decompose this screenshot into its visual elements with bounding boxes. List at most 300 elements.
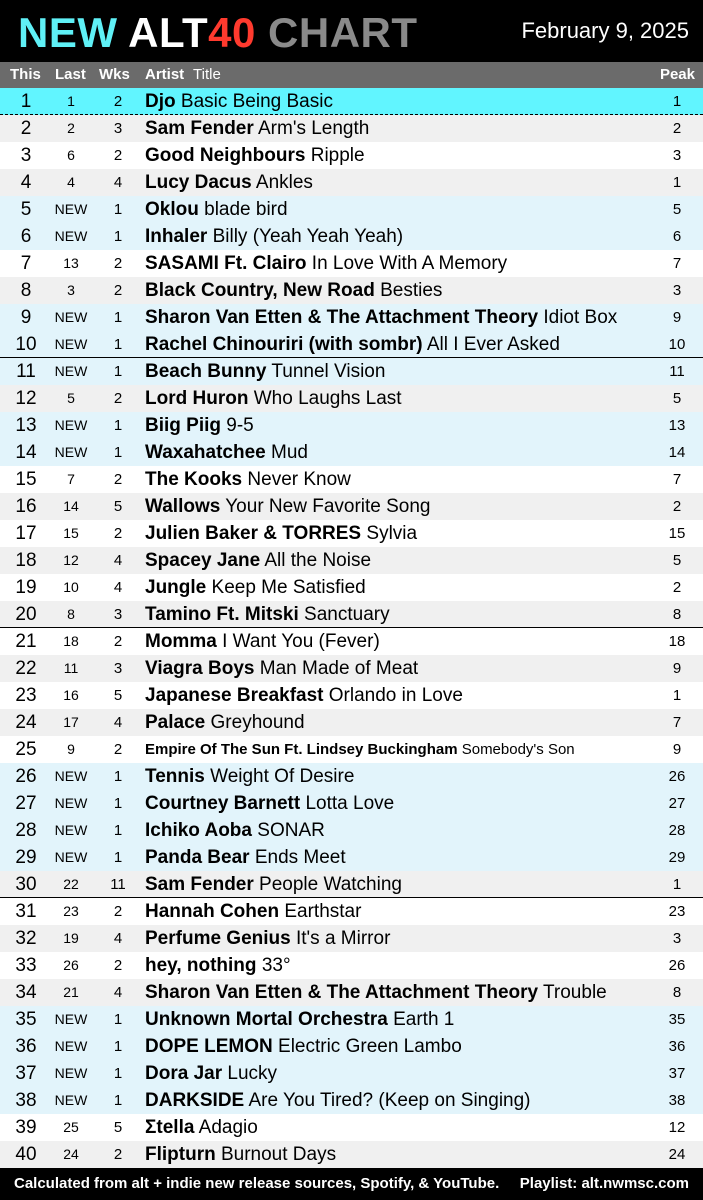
weeks-on-chart: 2	[113, 1146, 123, 1163]
weeks-on-chart: 2	[113, 903, 123, 920]
song-entry	[145, 1060, 277, 1087]
rank-this-week: 29	[15, 847, 37, 868]
peak-position: 5	[672, 201, 682, 218]
artist-name: Hannah Cohen	[145, 901, 280, 922]
artist-name: DARKSIDE	[145, 1090, 245, 1111]
song-title: In Love With A Memory	[311, 253, 508, 274]
logo-word-alt: ALT	[128, 9, 209, 56]
artist-name: Lord Huron	[145, 388, 249, 409]
artist-name: Rachel Chinouriri (with sombr)	[145, 334, 423, 355]
rank-this-week: 36	[15, 1036, 37, 1057]
rank-last-week: NEW	[54, 444, 88, 460]
chart-row	[0, 628, 703, 655]
chart-header	[0, 0, 703, 62]
peak-position: 38	[668, 1092, 686, 1109]
rank-this-week: 1	[20, 91, 32, 112]
artist-name: Good Neighbours	[145, 145, 306, 166]
chart-row	[0, 1006, 703, 1033]
song-title: I Want You (Fever)	[222, 631, 380, 652]
chart-row	[0, 277, 703, 304]
peak-position: 9	[672, 741, 682, 758]
column-header-row	[0, 62, 703, 88]
rank-last-week: NEW	[54, 201, 88, 217]
column-artist: Artist	[145, 66, 185, 83]
rank-this-week: 16	[15, 496, 37, 517]
chart-row	[0, 574, 703, 601]
chart-row	[0, 169, 703, 196]
song-title: Lucky	[227, 1063, 278, 1084]
rank-last-week: NEW	[54, 228, 88, 244]
weeks-on-chart: 1	[113, 1092, 123, 1109]
song-title: 33°	[261, 955, 291, 976]
song-entry	[145, 169, 313, 196]
weeks-on-chart: 3	[113, 606, 123, 623]
rank-last-week: 11	[63, 660, 79, 676]
rank-this-week: 9	[20, 307, 32, 328]
chart-row	[0, 709, 703, 736]
weeks-on-chart: 2	[113, 525, 123, 542]
weeks-on-chart: 11	[110, 876, 126, 893]
song-entry	[145, 547, 371, 574]
rank-last-week: NEW	[54, 363, 88, 379]
rank-this-week: 19	[15, 577, 37, 598]
peak-position: 7	[672, 255, 682, 272]
artist-name: Jungle	[145, 577, 207, 598]
song-entry	[145, 979, 607, 1006]
song-title: Sylvia	[366, 523, 418, 544]
chart-row	[0, 763, 703, 790]
artist-name: Sharon Van Etten & The Attachment Theory	[145, 982, 539, 1003]
song-title: Somebody's Son	[461, 741, 575, 758]
song-entry	[145, 790, 394, 817]
artist-name: Unknown Mortal Orchestra	[145, 1009, 388, 1030]
rank-this-week: 20	[15, 604, 37, 625]
song-entry	[145, 88, 333, 115]
artist-name: Empire Of The Sun Ft. Lindsey Buckingham	[145, 741, 458, 758]
chart-row	[0, 1033, 703, 1060]
song-title: Earthstar	[284, 901, 362, 922]
chart-row	[0, 790, 703, 817]
chart-row	[0, 871, 703, 898]
rank-last-week: 15	[63, 525, 79, 541]
chart-row	[0, 493, 703, 520]
column-this: This	[10, 66, 41, 83]
logo-word-40: 40	[208, 9, 256, 56]
weeks-on-chart: 2	[113, 93, 123, 110]
rank-last-week: 25	[63, 1119, 79, 1135]
rank-this-week: 34	[15, 982, 37, 1003]
chart-row	[0, 1114, 703, 1141]
weeks-on-chart: 1	[113, 201, 123, 218]
peak-position: 36	[668, 1038, 686, 1055]
weeks-on-chart: 1	[113, 228, 123, 245]
chart-row	[0, 817, 703, 844]
rank-this-week: 21	[15, 631, 37, 652]
song-entry	[145, 1006, 454, 1033]
artist-name: hey, nothing	[145, 955, 257, 976]
song-title: Ripple	[310, 145, 365, 166]
weeks-on-chart: 2	[113, 147, 123, 164]
weeks-on-chart: 3	[113, 660, 123, 677]
song-title: Who Laughs Last	[253, 388, 402, 409]
artist-name: Oklou	[145, 199, 199, 220]
peak-position: 1	[672, 687, 682, 704]
weeks-on-chart: 1	[113, 336, 123, 353]
song-entry	[145, 196, 288, 223]
rank-this-week: 31	[15, 901, 37, 922]
column-title: Title	[193, 66, 221, 83]
rank-last-week: 7	[67, 471, 75, 487]
artist-name: Palace	[145, 712, 206, 733]
song-entry	[145, 763, 354, 790]
rank-last-week: 3	[67, 282, 75, 298]
weeks-on-chart: 4	[113, 579, 123, 596]
artist-name: Flipturn	[145, 1144, 216, 1165]
peak-position: 24	[668, 1146, 686, 1163]
rank-last-week: NEW	[54, 795, 88, 811]
artist-name: DOPE LEMON	[145, 1036, 273, 1057]
artist-name: Japanese Breakfast	[145, 685, 324, 706]
song-entry	[145, 277, 442, 304]
weeks-on-chart: 1	[113, 1011, 123, 1028]
peak-position: 6	[672, 228, 682, 245]
artist-name: Σtella	[145, 1117, 195, 1138]
artist-name: Spacey Jane	[145, 550, 261, 571]
weeks-on-chart: 1	[113, 1065, 123, 1082]
artist-name: SASAMI Ft. Clairo	[145, 253, 307, 274]
weeks-on-chart: 1	[113, 309, 123, 326]
rank-this-week: 17	[15, 523, 37, 544]
rank-this-week: 32	[15, 928, 37, 949]
logo-word-chart: CHART	[268, 9, 418, 56]
weeks-on-chart: 4	[113, 552, 123, 569]
song-title: Burnout Days	[220, 1144, 337, 1165]
peak-position: 15	[668, 525, 686, 542]
song-title: Keep Me Satisfied	[211, 577, 366, 598]
song-entry	[145, 331, 560, 358]
peak-position: 1	[672, 876, 682, 893]
song-entry	[145, 439, 308, 466]
rank-last-week: 12	[63, 552, 79, 568]
peak-position: 2	[672, 120, 682, 137]
rank-last-week: 18	[63, 633, 79, 649]
song-entry	[145, 304, 617, 331]
artist-name: Tennis	[145, 766, 205, 787]
artist-name: Julien Baker & TORRES	[145, 523, 362, 544]
song-entry	[145, 574, 366, 601]
weeks-on-chart: 4	[113, 174, 123, 191]
chart-footer	[0, 1168, 703, 1200]
song-title: Electric Green Lambo	[278, 1036, 462, 1057]
peak-position: 1	[672, 93, 682, 110]
song-entry	[145, 493, 431, 520]
rank-this-week: 5	[20, 199, 32, 220]
peak-position: 35	[668, 1011, 686, 1028]
chart-row	[0, 439, 703, 466]
artist-name: Waxahatchee	[145, 442, 266, 463]
rank-last-week: 17	[63, 714, 79, 730]
footer-playlist-link[interactable]: Playlist: alt.nwmsc.com	[519, 1175, 689, 1192]
rank-last-week: 8	[67, 606, 75, 622]
rank-this-week: 27	[15, 793, 37, 814]
song-entry	[145, 250, 507, 277]
peak-position: 3	[672, 282, 682, 299]
song-entry	[145, 358, 385, 385]
song-title: Are You Tired? (Keep on Singing)	[248, 1090, 531, 1111]
peak-position: 3	[672, 930, 682, 947]
weeks-on-chart: 2	[113, 255, 123, 272]
weeks-on-chart: 1	[113, 1038, 123, 1055]
peak-position: 7	[672, 714, 682, 731]
song-title: Adagio	[198, 1117, 258, 1138]
song-entry	[145, 1141, 336, 1168]
song-title: Weight Of Desire	[210, 766, 355, 787]
rank-last-week: NEW	[54, 1038, 88, 1054]
logo-word-new: NEW	[18, 9, 118, 56]
rank-this-week: 14	[15, 442, 37, 463]
peak-position: 2	[672, 579, 682, 596]
rank-this-week: 2	[20, 118, 32, 139]
peak-position: 13	[668, 417, 686, 434]
chart-row	[0, 142, 703, 169]
rank-this-week: 40	[15, 1144, 37, 1165]
peak-position: 26	[668, 957, 686, 974]
rank-this-week: 3	[20, 145, 32, 166]
rank-last-week: NEW	[54, 309, 88, 325]
weeks-on-chart: 2	[113, 282, 123, 299]
song-entry	[145, 871, 402, 898]
chart-row	[0, 520, 703, 547]
peak-position: 27	[668, 795, 686, 812]
rank-this-week: 30	[15, 874, 37, 895]
weeks-on-chart: 4	[113, 984, 123, 1001]
artist-name: Lucy Dacus	[145, 172, 252, 193]
peak-position: 1	[672, 174, 682, 191]
rank-last-week: 1	[67, 93, 75, 109]
rank-last-week: 9	[67, 741, 75, 757]
artist-name: Djo	[145, 91, 176, 112]
rank-last-week: NEW	[54, 1092, 88, 1108]
peak-position: 7	[672, 471, 682, 488]
chart-row	[0, 88, 703, 115]
artist-name: Panda Bear	[145, 847, 250, 868]
rank-this-week: 4	[20, 172, 32, 193]
chart-table	[0, 88, 703, 1168]
song-title: Arm's Length	[258, 118, 370, 139]
peak-position: 8	[672, 984, 682, 1001]
rank-last-week: NEW	[54, 336, 88, 352]
song-entry	[145, 1087, 531, 1114]
weeks-on-chart: 1	[113, 444, 123, 461]
weeks-on-chart: 5	[113, 687, 123, 704]
artist-name: Ichiko Aoba	[145, 820, 252, 841]
artist-name: Sam Fender	[145, 874, 254, 895]
rank-last-week: NEW	[54, 822, 88, 838]
chart-row	[0, 304, 703, 331]
rank-this-week: 12	[15, 388, 37, 409]
song-title: Lotta Love	[305, 793, 395, 814]
song-entry	[145, 466, 351, 493]
song-entry	[145, 412, 254, 439]
artist-name: Biig Piig	[145, 415, 221, 436]
song-title: Besties	[380, 280, 443, 301]
chart-row	[0, 547, 703, 574]
weeks-on-chart: 1	[113, 822, 123, 839]
rank-last-week: 6	[67, 147, 75, 163]
song-title: Ends Meet	[254, 847, 346, 868]
rank-last-week: NEW	[54, 417, 88, 433]
song-entry	[145, 736, 575, 763]
rank-this-week: 24	[15, 712, 37, 733]
rank-this-week: 6	[20, 226, 32, 247]
chart-row	[0, 844, 703, 871]
peak-position: 23	[668, 903, 686, 920]
song-title: Basic Being Basic	[180, 91, 333, 112]
chart-row	[0, 1060, 703, 1087]
peak-position: 29	[668, 849, 686, 866]
song-entry	[145, 601, 390, 628]
rank-this-week: 26	[15, 766, 37, 787]
peak-position: 37	[668, 1065, 686, 1082]
chart-row	[0, 250, 703, 277]
chart-logo	[18, 8, 418, 58]
song-title: Greyhound	[210, 712, 305, 733]
chart-date: February 9, 2025	[521, 18, 689, 43]
rank-this-week: 38	[15, 1090, 37, 1111]
rank-this-week: 15	[15, 469, 37, 490]
artist-name: Sharon Van Etten & The Attachment Theory	[145, 307, 539, 328]
song-entry	[145, 1114, 258, 1141]
peak-position: 9	[672, 309, 682, 326]
rank-this-week: 18	[15, 550, 37, 571]
song-entry	[145, 385, 402, 412]
song-entry	[145, 709, 305, 736]
artist-name: Dora Jar	[145, 1063, 223, 1084]
peak-position: 5	[672, 552, 682, 569]
song-title: All I Ever Asked	[426, 334, 560, 355]
rank-this-week: 39	[15, 1117, 37, 1138]
song-entry	[145, 952, 291, 979]
peak-position: 9	[672, 660, 682, 677]
rank-last-week: 5	[67, 390, 75, 406]
artist-name: Perfume Genius	[145, 928, 291, 949]
weeks-on-chart: 5	[113, 498, 123, 515]
rank-last-week: 2	[67, 120, 75, 136]
song-title: Idiot Box	[543, 307, 618, 328]
chart-row	[0, 682, 703, 709]
chart-row	[0, 196, 703, 223]
rank-last-week: 23	[63, 903, 79, 919]
column-wks: Wks	[99, 66, 130, 83]
peak-position: 5	[672, 390, 682, 407]
rank-this-week: 7	[20, 253, 32, 274]
song-entry	[145, 115, 369, 142]
song-entry	[145, 925, 390, 952]
chart-row	[0, 412, 703, 439]
rank-last-week: NEW	[54, 768, 88, 784]
artist-name: Viagra Boys	[145, 658, 255, 679]
artist-name: Black Country, New Road	[145, 280, 375, 301]
song-entry	[145, 817, 325, 844]
artist-name: Sam Fender	[145, 118, 254, 139]
chart-row	[0, 331, 703, 358]
chart-row	[0, 223, 703, 250]
song-title: Earth 1	[393, 1009, 455, 1030]
song-title: Your New Favorite Song	[225, 496, 431, 517]
rank-last-week: 19	[63, 930, 79, 946]
song-title: Ankles	[255, 172, 313, 193]
weeks-on-chart: 2	[113, 957, 123, 974]
song-title: Sanctuary	[304, 604, 390, 625]
artist-name: Inhaler	[145, 226, 208, 247]
peak-position: 10	[668, 336, 686, 353]
peak-position: 8	[672, 606, 682, 623]
chart-row	[0, 898, 703, 925]
rank-last-week: 10	[63, 579, 79, 595]
song-title: Tunnel Vision	[271, 361, 386, 382]
rank-this-week: 23	[15, 685, 37, 706]
song-entry	[145, 142, 365, 169]
weeks-on-chart: 2	[113, 633, 123, 650]
rank-last-week: NEW	[54, 1011, 88, 1027]
chart-row	[0, 1087, 703, 1114]
song-entry	[145, 898, 361, 925]
rank-last-week: NEW	[54, 849, 88, 865]
song-title: Mud	[271, 442, 308, 463]
chart-row	[0, 358, 703, 385]
peak-position: 12	[668, 1119, 686, 1136]
rank-last-week: 21	[63, 984, 79, 1000]
weeks-on-chart: 2	[113, 741, 123, 758]
rank-this-week: 37	[15, 1063, 37, 1084]
chart-row	[0, 466, 703, 493]
song-entry	[145, 520, 417, 547]
peak-position: 18	[668, 633, 686, 650]
rank-this-week: 11	[16, 361, 36, 382]
song-entry	[145, 628, 380, 655]
song-title: 9-5	[226, 415, 254, 436]
song-title: Orlando in Love	[328, 685, 463, 706]
weeks-on-chart: 1	[113, 849, 123, 866]
peak-position: 26	[668, 768, 686, 785]
rank-this-week: 22	[15, 658, 37, 679]
peak-position: 2	[672, 498, 682, 515]
rank-this-week: 13	[15, 415, 37, 436]
rank-this-week: 8	[20, 280, 32, 301]
peak-position: 11	[669, 363, 685, 380]
chart-row	[0, 1141, 703, 1168]
rank-this-week: 25	[15, 739, 37, 760]
weeks-on-chart: 2	[113, 390, 123, 407]
song-entry	[145, 1033, 462, 1060]
rank-last-week: 24	[63, 1146, 79, 1162]
song-entry	[145, 655, 418, 682]
rank-last-week: 14	[63, 498, 79, 514]
chart-row	[0, 385, 703, 412]
song-title: Billy (Yeah Yeah Yeah)	[212, 226, 404, 247]
rank-last-week: NEW	[54, 1065, 88, 1081]
chart-row	[0, 736, 703, 763]
artist-name: Momma	[145, 631, 217, 652]
weeks-on-chart: 5	[113, 1119, 123, 1136]
artist-name: Tamino Ft. Mitski	[145, 604, 299, 625]
column-last: Last	[55, 66, 86, 83]
rank-last-week: 13	[63, 255, 79, 271]
chart-row	[0, 952, 703, 979]
chart-row	[0, 925, 703, 952]
song-title: SONAR	[257, 820, 325, 841]
song-title: Never Know	[247, 469, 351, 490]
